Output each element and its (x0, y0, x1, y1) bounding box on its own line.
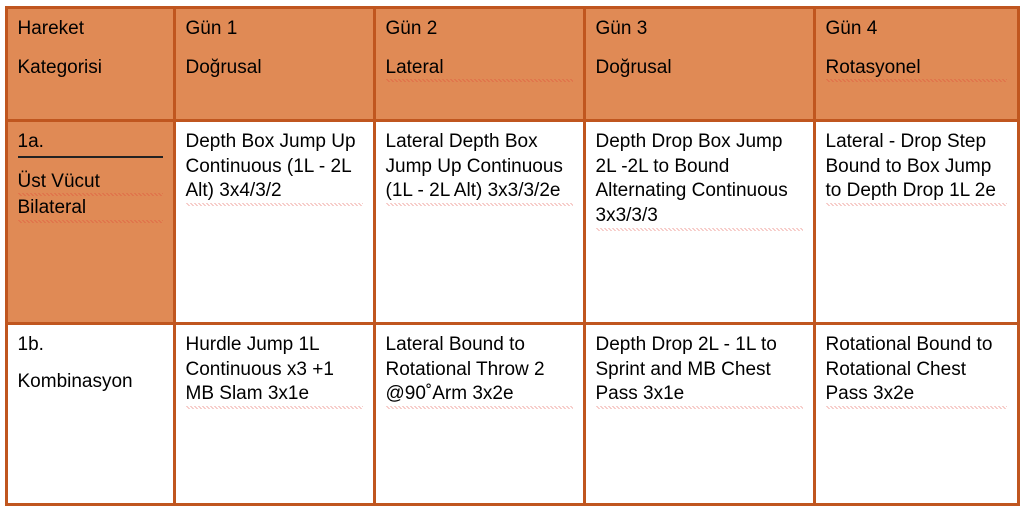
header-line-1: Hareket (17, 18, 85, 39)
cell-1a-day-4 (814, 121, 1018, 324)
category-line-2: Üst Vücut (18, 170, 163, 197)
header-line-2: Doğrusal (185, 56, 262, 78)
header-cell-day-1 (174, 8, 374, 121)
exercise-text: Lateral Bound to Rotational Throw 2 @90˚Arm 3x2e (386, 333, 573, 409)
category-line-2: Kombinasyon (17, 370, 133, 392)
cell-1b-day-3 (584, 324, 814, 505)
header-line-2: Doğrusal (595, 56, 672, 78)
exercise-text: Lateral - Drop Step Bound to Box Jump to Depth Drop 1L 2e (826, 130, 1007, 206)
header-cell-day-4 (814, 8, 1018, 121)
category-line-3: Bilateral (18, 196, 163, 223)
row-category-1a (6, 121, 174, 324)
header-line-1: Gün 2 (385, 18, 438, 39)
table-header-row (6, 8, 1018, 121)
cell-1a-day-2 (374, 121, 584, 324)
header-cell-day-3 (584, 8, 814, 121)
header-cell-category (6, 8, 174, 121)
exercise-text: Rotational Bound to Rotational Chest Pass 3x2e (826, 333, 1007, 409)
exercise-text: Depth Drop 2L - 1L to Sprint and MB Chest Pass 3x1e (596, 333, 803, 409)
category-line-1: 1a. (18, 130, 163, 158)
cell-1a-day-1 (174, 121, 374, 324)
cell-1b-day-2 (374, 324, 584, 505)
header-cell-day-2 (374, 8, 584, 121)
table-row (6, 121, 1018, 324)
header-line-2: Lateral (386, 56, 573, 83)
cell-1a-day-3 (584, 121, 814, 324)
exercise-text: Hurdle Jump 1L Continuous x3 +1 MB Slam 3x1e (186, 333, 363, 409)
exercise-text: Lateral Depth Box Jump Up Continuous (1L - 2L Alt) 3x3/3/2e (386, 130, 573, 206)
header-line-1: Gün 1 (185, 18, 238, 39)
exercise-text: Depth Drop Box Jump 2L -2L to Bound Alternating Continuous 3x3/3/3 (596, 130, 803, 231)
training-plan-table (5, 6, 1020, 506)
header-line-2: Rotasyonel (826, 56, 1007, 83)
cell-1b-day-4 (814, 324, 1018, 505)
exercise-text: Depth Box Jump Up Continuous (1L - 2L Alt) 3x4/3/2 (186, 130, 363, 206)
header-line-2: Kategorisi (17, 56, 102, 78)
header-line-1: Gün 4 (825, 18, 878, 39)
category-line-1: 1b. (17, 334, 44, 355)
row-category-1b (6, 324, 174, 505)
cell-1b-day-1 (174, 324, 374, 505)
table-row (6, 324, 1018, 505)
header-line-1: Gün 3 (595, 18, 648, 39)
